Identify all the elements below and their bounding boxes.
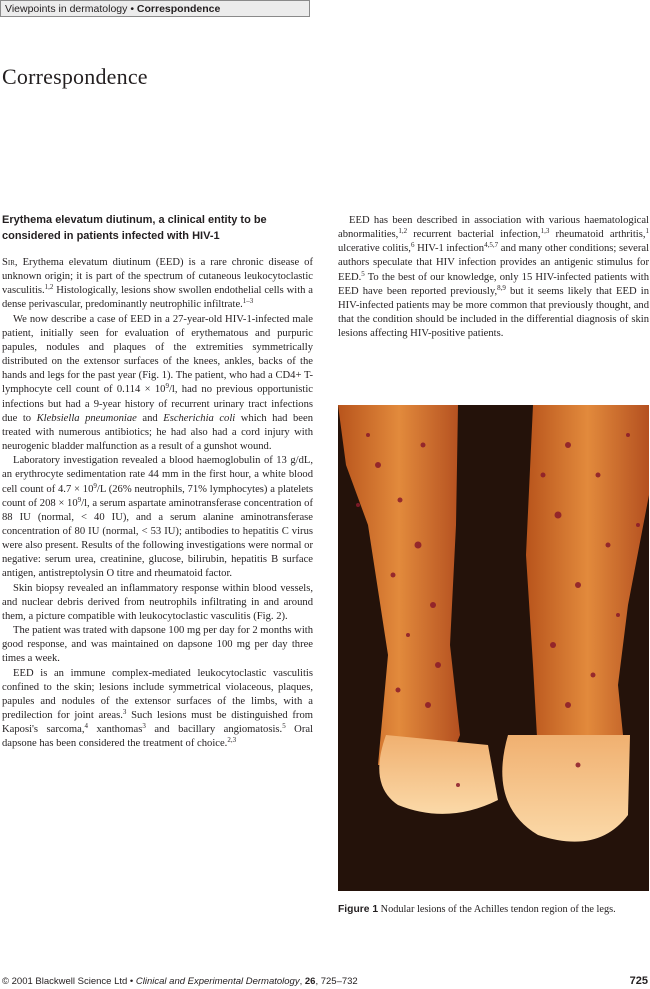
left-column xyxy=(2,212,313,751)
paragraph-5: The patient was trated with dapsone 100 mg per day for 2 months with good response, and was maintained on dapsone 100 mg per day three times a week. xyxy=(2,625,313,665)
running-head-bullet: • xyxy=(130,3,134,15)
right-column xyxy=(338,214,649,341)
paragraph-1: Sir, Erythema elevatum diutinum (EED) is a rare chronic disease of unknown origin; it is part of the spectrum of cutaneous leukocytoclastic vasculitis.$^{1,2}$ Histologically, lesions show swollen endothelial cells with a dense perivascular, predominantly neutrophilic infiltrate.$^{1-3}$ xyxy=(2,257,313,311)
running-head xyxy=(0,0,310,17)
page-footer: © 2001 Blackwell Science Ltd • Clinical and Experimental Dermatology, 26, 725–732 725 xyxy=(2,975,648,987)
figure-label: Figure 1 xyxy=(338,904,379,915)
figure-1-photo xyxy=(338,405,649,891)
footer-copyright: © 2001 Blackwell Science Ltd • xyxy=(2,976,136,987)
paragraph-2: We now describe a case of EED in a 27-year-old HIV-1-infected male patient, initially seen for evaluation of erythematous and purpuric papules, nodules and plaques of the extremities symmetrically distributed on the extensor surfaces of the knees, ankles, backs of the hands and legs for the past year (Fig. 1). The patient, who had a CD4+ T-lymphocyte cell count of $0.114 \times 10^9/l$, had no previous opportunistic infections but had a 9-year history of recurrent urinary tract infections due to Klebsiella pneumoniae and Escherichia coli which had been treated with numerous antibiotics; he had also had a cord injury with neurogenic bladder malfunction as a result of a gunshot wound. xyxy=(2,313,313,453)
figure-caption-text: Nodular lesions of the Achilles tendon region of the legs. xyxy=(378,904,616,915)
article-title: Erythema elevatum diutinum, a clinical entity to be considered in patients infected with HIV-1 xyxy=(2,214,267,242)
paragraph-7: EED has been described in association with various haematological abnormalities,$^{1,2}$ recurrent bacterial infection,$^{1,3}$ rheumatoid arthritis,$^1$ ulcerative colitis,$^6$ HIV-1 infection$^{4,5,7}$ and many other conditions; several authors speculate that HIV infection provides an antigenic stimulus for EED.$^5$ To the best of our knowledge, only 15 HIV-infected patients with EED have been reported previously,$^{8,9}$ but it seems likely that EED in HIV-infected patients may be more common that previously thought, and that the condition should be included in the differential diagnosis of skin lesions affecting HIV-positive patients. xyxy=(338,215,650,340)
section-title: Correspondence xyxy=(2,64,148,89)
footer-pages: , 725–732 xyxy=(315,976,358,987)
legs-photo-illustration xyxy=(338,405,649,891)
running-head-title: Correspondence xyxy=(136,3,221,15)
running-head-section: Viewpoints in dermatology xyxy=(5,3,128,15)
page-number: 725 xyxy=(629,975,648,987)
figure-1-caption xyxy=(338,903,650,917)
footer-volume: 26 xyxy=(304,976,316,987)
footer-journal: Clinical and Experimental Dermatology xyxy=(135,976,300,987)
paragraph-4: Skin biopsy revealed an inflammatory response within blood vessels, and nuclear debris derived from neutrophils infiltrating in and around them, a picture compatible with leukocytoclastic vasculitis (Fig. 2). xyxy=(2,582,313,622)
paragraph-6: EED is an immune complex-mediated leukocytoclastic vasculitis confined to the skin; lesions include symmetrical violaceous, plaques, papules and nodules of the extensor surfaces of the limbs, with a predilection for joint areas.$^3$ Such lesions must be distinguished from Kaposi's sarcoma,$^4$ xanthomas$^3$ and bacillary angiomatosis.$^5$ Oral dapsone has been considered the treatment of choice.$^{2,3}$ xyxy=(2,667,313,750)
paragraph-3: Laboratory investigation revealed a blood haemoglobulin of 13 g/dL, an erythrocyte sedimentation rate 44 mm in the first hour, a white blood cell count of $4.7 \times 10^9/L$ (26% neutrophils, 71% lymphocytes) a platelets count of $208 \times 10^9/l$, a serum aspartate aminotransferase concentration of 88 IU (normal, < 40 IU), and a serum alanine aminotransferase concentration of 80 IU (normal, < 53 IU); antibodies to hepatitis C virus were also present. Results of the following investigations were normal or negative: serum urea, creatinine, glucose, bilirubin, hepatitis B surface antigen, antistreptolysin O titre and rheumatoid factor. xyxy=(2,455,313,580)
